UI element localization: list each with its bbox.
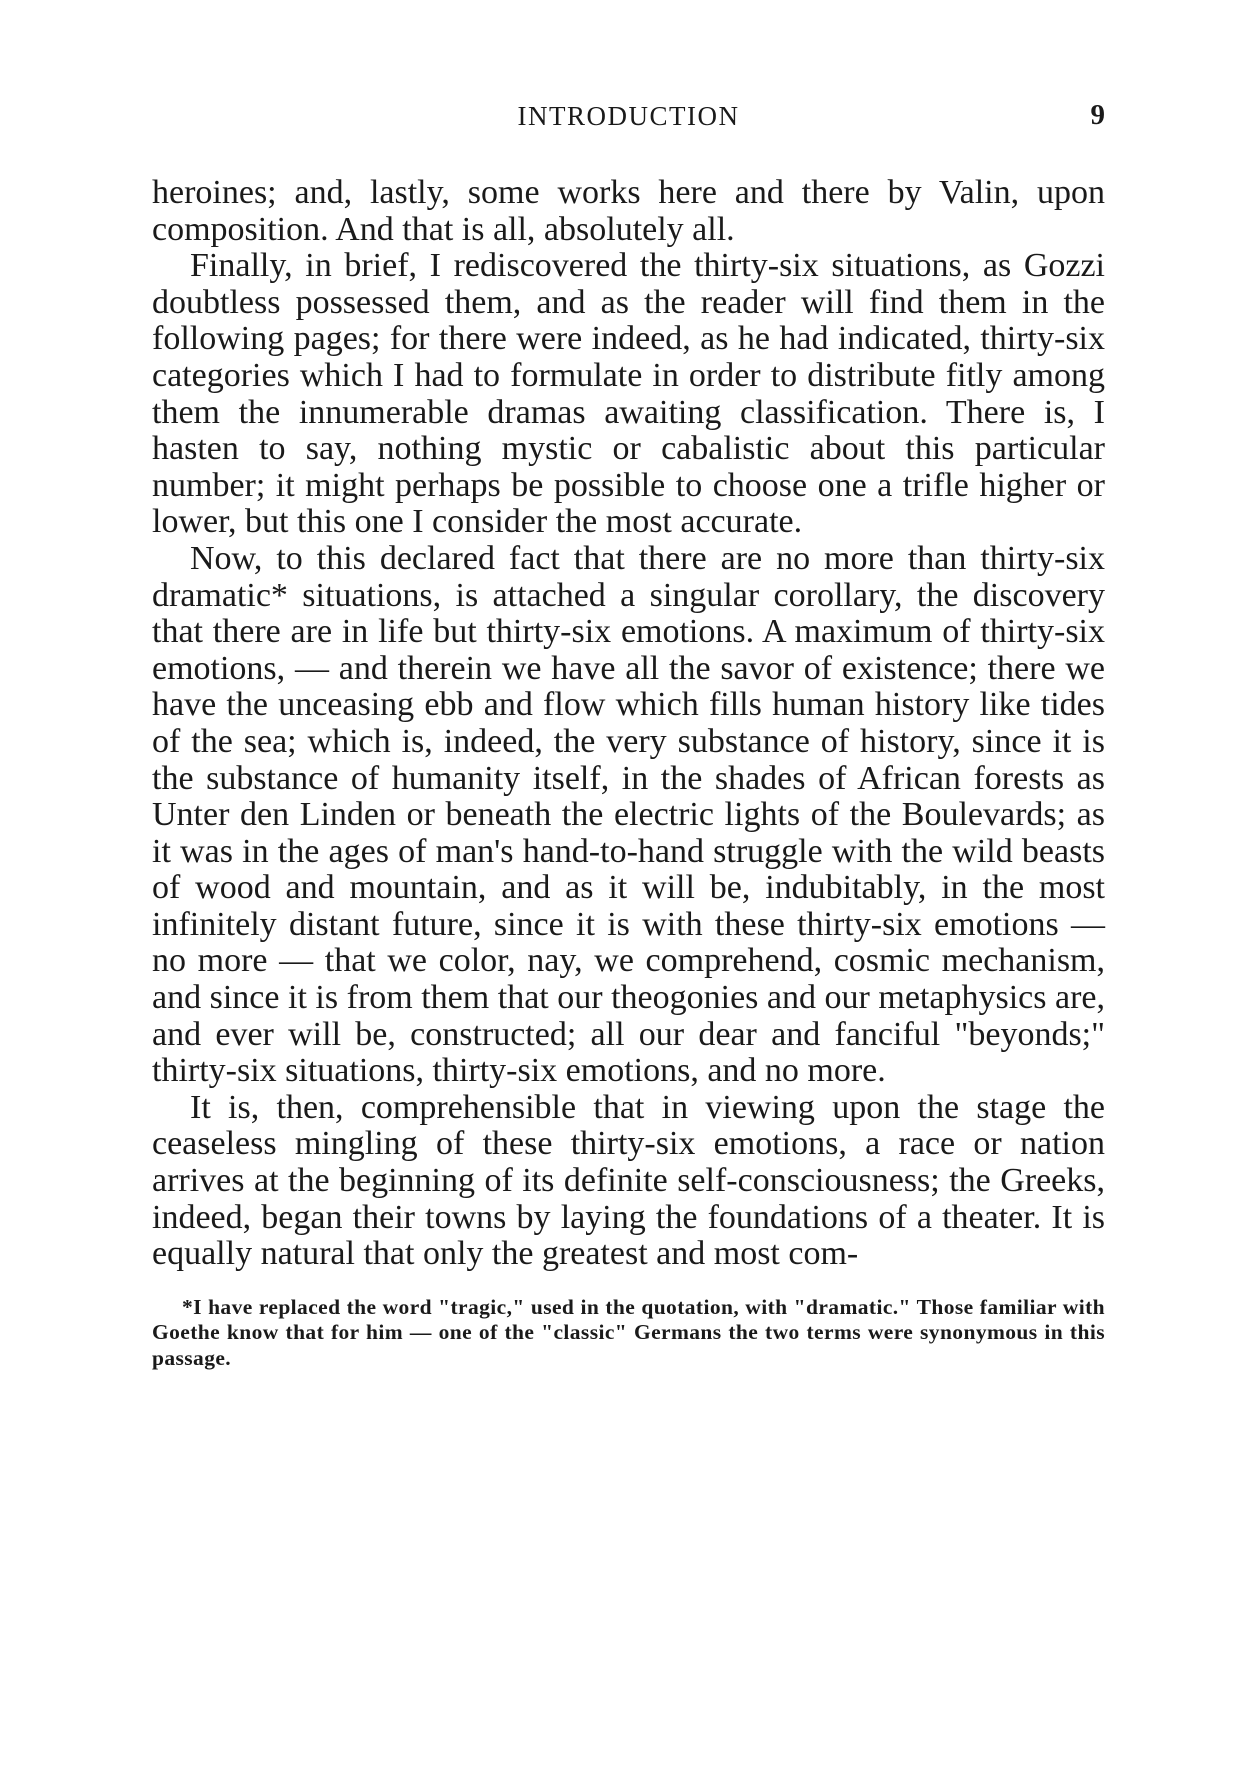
running-title: INTRODUCTION bbox=[517, 101, 740, 131]
paragraph: Now, to this declared fact that there are no more than thirty-six dramatic* situations, is attached a singular corollary, the discovery that there are in life but thirty-six emotions. A maximum of thirty-six emotions, — and therein we have all the savor of existence; there we have the unceasing ebb and flow which fills human history like tides of the sea; which is, indeed, the very substance of history, since it is the substance of humanity itself, in the shades of African forests as Unter den Linden or beneath the electric lights of the Boulevards; as it was in the ages of man's hand-to-hand struggle with the wild beasts of wood and mountain, and as it will be, indubitably, in the most infinitely distant future, since it is with these thirty-six emotions — no more — that we color, nay, we comprehend, cosmic mechanism, and since it is from them that our theogonies and our metaphysics are, and ever will be, constructed; all our dear and fanciful "beyonds;" thirty-six situations, thirty-six emotions, and no more. bbox=[152, 539, 1105, 1090]
body-text bbox=[152, 175, 1105, 1273]
book-page bbox=[152, 95, 1105, 1371]
page-number: 9 bbox=[1090, 99, 1105, 131]
footnote: *I have replaced the word "tragic," used in the quotation, with "dramatic." Those familiar with Goethe know that for him — one of the "classic" Germans the two terms were synonymous in this passage. bbox=[152, 1294, 1105, 1370]
paragraph-continuation: heroines; and, lastly, some works here and there by Valin, upon composition. And that is all, absolutely all. bbox=[152, 174, 1105, 248]
running-header bbox=[152, 95, 1105, 139]
paragraph: Finally, in brief, I rediscovered the thirty-six situations, as Gozzi doubtless possessed them, and as the reader will find them in the following pages; for there were indeed, as he had indicated, thirty-six categories which I had to formulate in order to distribute fitly among them the innumerable dramas awaiting classification. There is, I hasten to say, nothing mystic or cabalistic about this particular number; it might perhaps be possible to choose one a trifle higher or lower, but this one I consider the most accurate. bbox=[152, 247, 1105, 541]
paragraph: It is, then, comprehensible that in viewing upon the stage the ceaseless mingling of these thirty-six emotions, a race or nation arrives at the beginning of its definite self-consciousness; the Greeks, indeed, began their towns by laying the foundations of a theater. It is equally natural that only the greatest and most com- bbox=[152, 1088, 1105, 1273]
